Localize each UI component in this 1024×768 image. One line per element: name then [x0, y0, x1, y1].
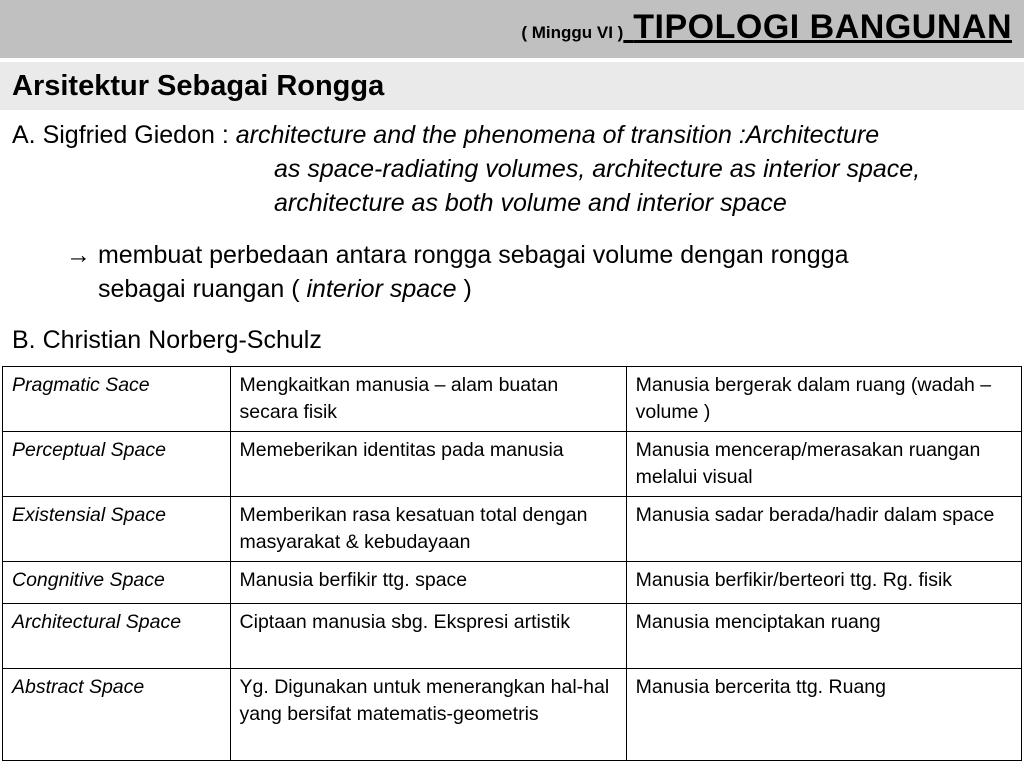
section-b-label: B. Christian Norberg-Schulz [12, 326, 322, 354]
table-row [3, 562, 1022, 604]
space-description-cell: Mengkaitkan manusia – alam buatan secara fisik [230, 367, 626, 432]
table-row [3, 367, 1022, 432]
space-type-cell: Existensial Space [3, 497, 231, 562]
space-type-cell: Architectural Space [3, 604, 231, 669]
space-note-cell: Manusia bercerita ttg. Ruang [626, 669, 1021, 761]
arrow-note-suffix: ) [456, 275, 472, 303]
table-row [3, 432, 1022, 497]
section-a-line1 [12, 118, 879, 152]
section-a-label: A. Sigfried Giedon : [12, 121, 236, 149]
arrow-note-line1 [66, 238, 849, 272]
arrow-note-prefix: sebagai ruangan ( [98, 275, 307, 303]
space-description-cell: Memeberikan identitas pada manusia [230, 432, 626, 497]
table-row [3, 497, 1022, 562]
section-a-quote-line2: as space-radiating volumes, architecture as interior space, [274, 155, 921, 183]
space-note-cell: Manusia berfikir/berteori ttg. Rg. fisik [626, 562, 1021, 604]
space-type-cell: Pragmatic Sace [3, 367, 231, 432]
section-a-quote-line3: architecture as both volume and interior space [274, 189, 787, 217]
space-description-cell: Ciptaan manusia sbg. Ekspresi artistik [230, 604, 626, 669]
space-note-cell: Manusia menciptakan ruang [626, 604, 1021, 669]
arrow-note-text1: membuat perbedaan antara rongga sebagai volume dengan rongga [91, 241, 849, 269]
page-title: TIPOLOGI BANGUNAN [633, 8, 1012, 46]
table-row [3, 604, 1022, 669]
header [521, 8, 1012, 47]
space-description-cell: Memberikan rasa kesatuan total dengan masyarakat & kebudayaan [230, 497, 626, 562]
space-note-cell: Manusia sadar berada/hadir dalam space [626, 497, 1021, 562]
space-type-cell: Perceptual Space [3, 432, 231, 497]
arrow-right-icon: → [66, 241, 91, 269]
space-types-table [2, 366, 1022, 761]
section-a-quote-line1: architecture and the phenomena of transition :Architecture [235, 121, 880, 149]
space-type-cell: Abstract Space [3, 669, 231, 761]
section-a-quote-rest [274, 152, 920, 220]
space-note-cell: Manusia mencerap/merasakan ruangan melalui visual [626, 432, 1021, 497]
space-type-cell: Congnitive Space [3, 562, 231, 604]
week-label: ( Minggu VI ) [521, 23, 624, 42]
space-description-cell: Yg. Digunakan untuk menerangkan hal-hal yang bersifat matematis-geometris [230, 669, 626, 761]
space-note-cell: Manusia bergerak dalam ruang (wadah – volume ) [626, 367, 1021, 432]
space-description-cell: Manusia berfikir ttg. space [230, 562, 626, 604]
arrow-note-line2 [98, 272, 472, 306]
arrow-note-italic: interior space [306, 275, 457, 303]
table-row [3, 669, 1022, 761]
section-heading: Arsitektur Sebagai Rongga [12, 70, 385, 102]
header-band [0, 0, 1024, 58]
subtitle-band [0, 62, 1024, 110]
